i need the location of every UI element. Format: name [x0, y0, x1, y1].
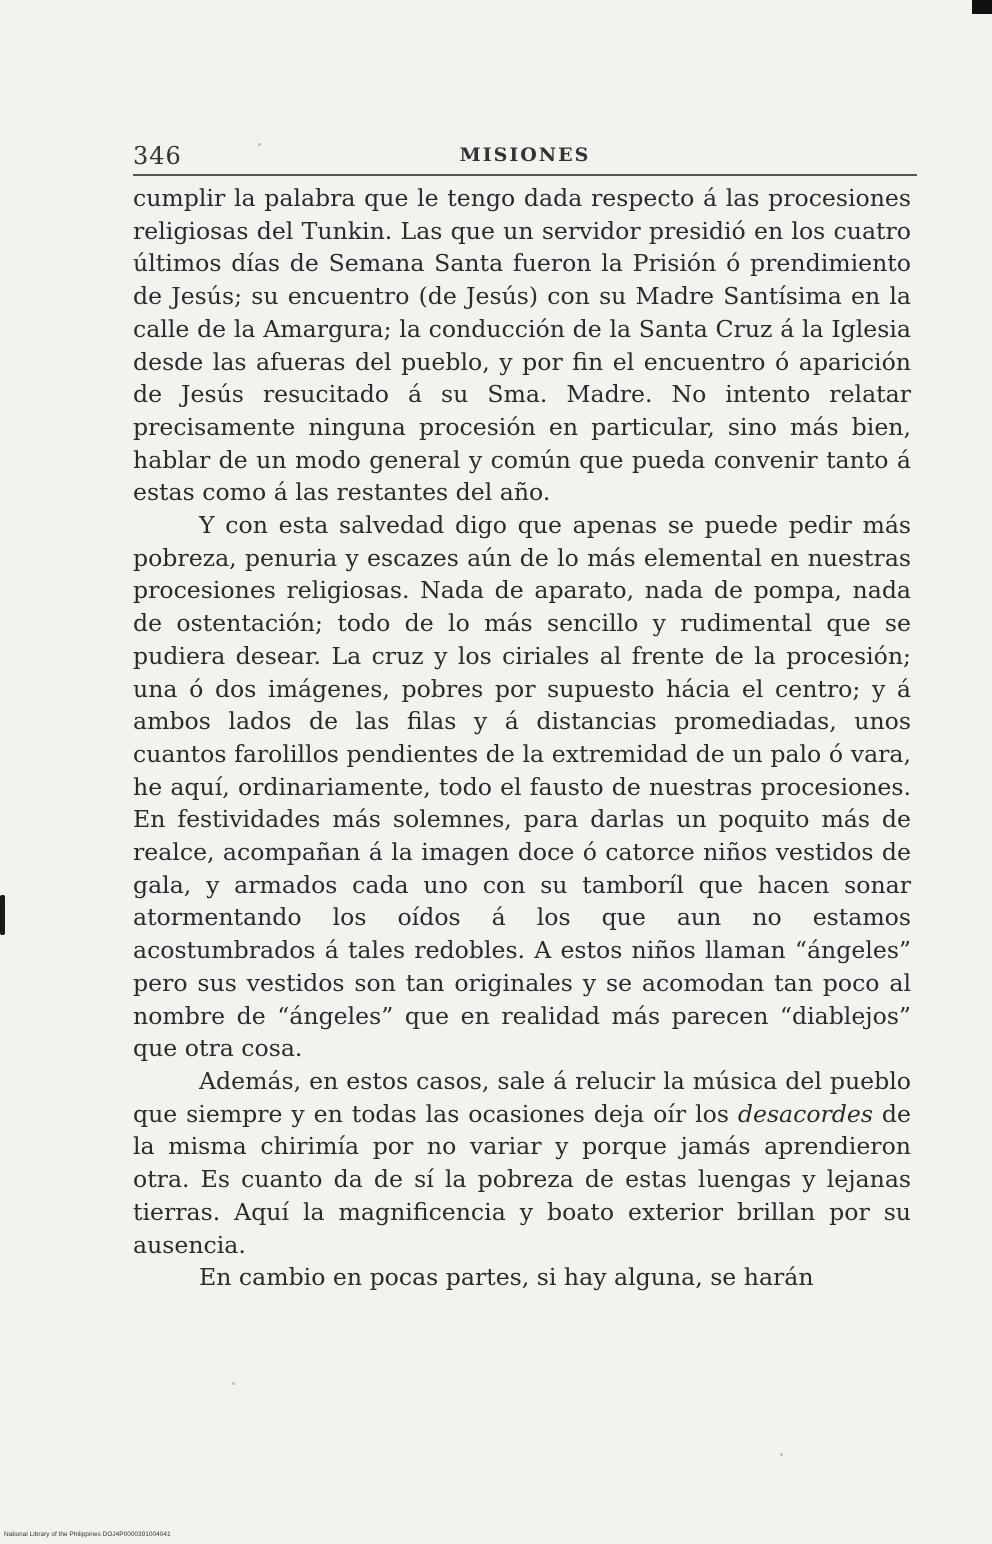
paper-speck — [780, 1453, 783, 1456]
footer-credit: National Library of the Philippines DOJ4P0000391004041 — [4, 1531, 171, 1538]
paper-speck — [258, 143, 261, 146]
paragraph-final-line: En cambio en pocas partes, si hay alguna, se harán — [199, 1263, 814, 1292]
running-title: MISIONES — [459, 144, 591, 166]
italic-word: desacordes — [737, 1099, 873, 1128]
paragraph-processions: Y con esta salvedad digo que apenas se puede pedir más pobreza, penuria y escazes aún de lo más elemental en nuestras procesiones religiosas. Nada de aparato, nada de pompa, nada de ostentación; todo de lo más sencillo y rudimental que se pudiera desear. La cruz y los ciriales al frente de la procesión; una ó dos imágenes, pobres por supuesto hácia el centro; y á ambos lados de las filas y á distancias promediadas, unos cuantos farolillos pendientes de la extremidad de un palo ó vara, he aquí, ordinariamente, todo el fausto de nuestras procesiones. En festividades más solemnes, para darlas un poquito más de realce, acompañan á la imagen doce ó catorce niños vestidos de gala, y armados cada uno con su tamboríl que hacen sonar atormentando los oídos á los que aun no estamos acostumbrados á tales redobles. A estos niños llaman “ángeles” pero sus vestidos son tan originales y se acomodan tan poco al nombre de “ángeles” que en realidad más parecen “diablejos” que otra cosa. — [133, 511, 911, 1063]
paragraph-music-start: Además, en estos casos, sale á relucir la música del pueblo que siempre y en todas las ocasiones deja oír los — [133, 1066, 911, 1128]
paragraph-music — [133, 1065, 911, 1261]
page-number: 346 — [133, 142, 182, 170]
scan-edge-mark — [0, 895, 5, 935]
paragraph-music-end: de la misma chirimía por no variar y porque jamás aprendieron otra. Es cuanto da de sí la pobreza de estas luengas y lejanas tierras. Aquí la magnificencia y boato exterior brillan por su ausencia. — [133, 1099, 911, 1259]
paper-speck — [232, 1382, 235, 1385]
running-head — [133, 140, 917, 176]
paragraph-continuation: cumplir la palabra que le tengo dada respecto á las procesiones religiosas del Tunkin. Las que un servidor presidió en los cuatro últimos días de Semana Santa fueron la Prisión ó prendimiento de Jesús; su encuentro (de Jesús) con su Madre Santísima en la calle de la Amargura; la conducción de la Santa Cruz á la Iglesia desde las afueras del pueblo, y por fin el encuentro ó aparición de Jesús resucitado á su Sma. Madre. No intento relatar precisamente ninguna procesión en particular, sino más bien, hablar de un modo general y común que pueda convenir tanto á estas como á las restantes del año. — [133, 184, 911, 507]
body-text — [133, 182, 911, 1294]
scan-corner-mark — [972, 0, 992, 14]
